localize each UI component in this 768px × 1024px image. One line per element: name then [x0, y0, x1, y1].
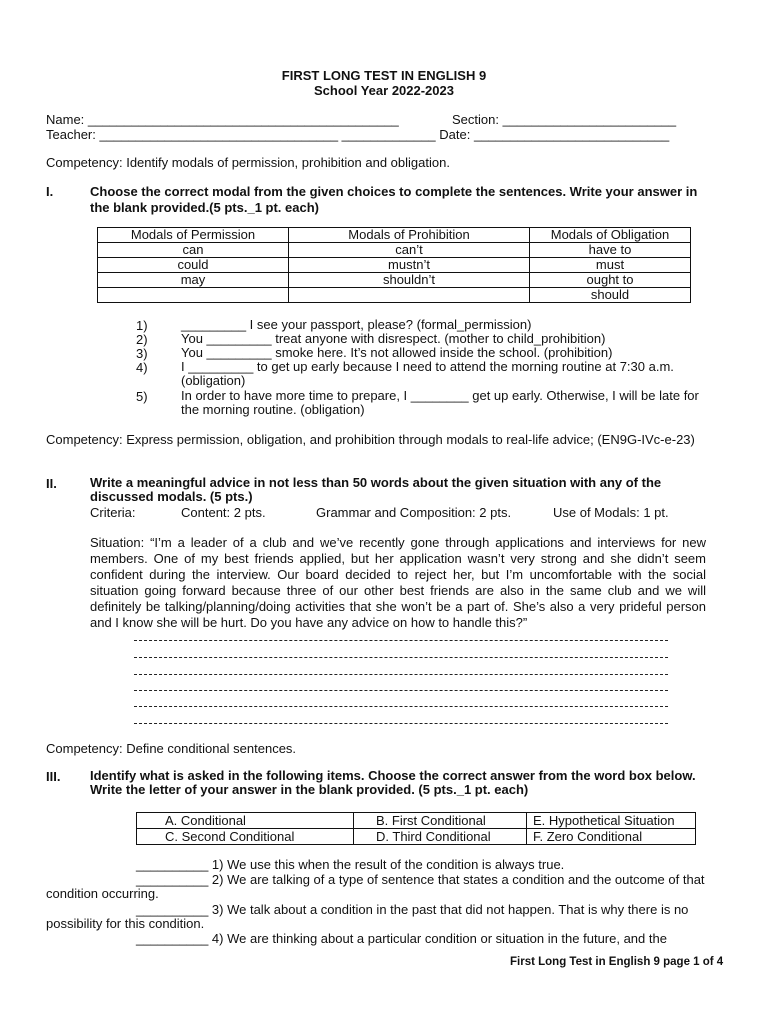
table-row [98, 243, 691, 258]
answer-line [134, 690, 668, 691]
part3-instruction: Identify what is asked in the following items. Choose the correct answer from the word box below. Write the letter of your answer in the blank provided. (5 pts._1 pt. each) [90, 768, 696, 797]
school-year: School Year 2022-2023 [314, 83, 454, 98]
list-item: __________ 4) We are thinking about a particular condition or situation in the future, and the [136, 931, 667, 946]
table-header-row [98, 228, 691, 243]
wordbox-option: C. Second Conditional [137, 829, 354, 845]
answer-line [134, 657, 668, 658]
list-item: I _________ to get up early because I need to attend the morning routine at 7:30 a.m. (obligation) [181, 359, 674, 388]
test-title: FIRST LONG TEST IN ENGLISH 9 [281, 68, 487, 83]
criteria-grammar: Grammar and Composition: 2 pts. [316, 505, 512, 520]
table-row [137, 813, 696, 829]
list-item: __________ 3) We talk about a condition in the past that did not happen. That is why there is no possibility for this condition. [46, 902, 689, 931]
list-item: You _________ smoke here. It’s not allowed inside the school. (prohibition) [181, 345, 613, 360]
item-number: 4) [136, 360, 148, 375]
table-cell: may [98, 273, 289, 288]
table-cell: can [98, 243, 289, 258]
part2-numeral: II. [46, 476, 57, 491]
part1-instruction: Choose the correct modal from the given choices to complete the sentences. Write your answer in the blank provided.(5 pts._1 pt. each) [90, 184, 698, 215]
competency-2: Competency: Express permission, obligation, and prohibition through modals to real-life advice; (EN9G-IVc-e-23) [46, 432, 695, 447]
modals-table [97, 227, 691, 303]
name-field: Name: ___________________________________________ [46, 112, 399, 127]
table-cell: could [98, 258, 289, 273]
competency-3: Competency: Define conditional sentences. [46, 741, 297, 756]
part2-instruction: Write a meaningful advice in not less than 50 words about the given situation with any of the discussed modals. (5 pts.) [90, 475, 662, 504]
table-cell: mustn’t [289, 258, 530, 273]
table-cell: must [530, 258, 691, 273]
page-footer: First Long Test in English 9 page 1 of 4 [510, 956, 724, 968]
table-row [98, 288, 691, 303]
answer-line [134, 723, 668, 724]
section-field: Section: ________________________ [452, 112, 677, 127]
table-cell: have to [530, 243, 691, 258]
item-number: 1) [136, 318, 148, 333]
table-cell: ought to [530, 273, 691, 288]
answer-line [134, 706, 668, 707]
situation-text: Situation: “I’m a leader of a club and we’ve recently gone through applications and interviews for new members. One of my best friends applied, but her application wasn’t very strong and she didn’t seem confident during the interview. Our board decided to reject her, but I’m uncomfortable with the social situation going forward because three of our other best friends are also in the same club and we will definitely be talking/planning/doing activities that she won’t be a part of. She’s also a very prideful person and I know she will be hurt. Do you have any advice on how to handle this?” [90, 535, 706, 630]
wordbox-option: B. First Conditional [354, 813, 527, 829]
table-cell [98, 288, 289, 303]
list-item: You _________ treat anyone with disrespect. (mother to child_prohibition) [181, 331, 606, 346]
list-item: _________ I see your passport, please? (formal_permission) [181, 317, 532, 332]
table-cell: should [530, 288, 691, 303]
table-row [98, 258, 691, 273]
word-box [136, 812, 696, 845]
table-header: Modals of Permission [98, 228, 289, 243]
teacher-date-field: Teacher: _________________________________ _____________ Date: ___________________________ [46, 127, 670, 142]
table-row [137, 829, 696, 845]
list-item: __________ 2) We are talking of a type of sentence that states a condition and the outcome of that condition occurring. [46, 872, 705, 901]
list-item: In order to have more time to prepare, I ________ get up early. Otherwise, I will be late for the morning routine. (obligation) [181, 388, 699, 417]
table-cell: can’t [289, 243, 530, 258]
criteria-modals: Use of Modals: 1 pt. [553, 505, 669, 520]
list-item: __________ 1) We use this when the result of the condition is always true. [136, 857, 565, 872]
item-number: 5) [136, 389, 148, 404]
table-header: Modals of Obligation [530, 228, 691, 243]
item-number: 3) [136, 346, 148, 361]
answer-line [134, 640, 668, 641]
table-header: Modals of Prohibition [289, 228, 530, 243]
table-cell: shouldn’t [289, 273, 530, 288]
criteria-label: Criteria: [90, 505, 136, 520]
part1-numeral: I. [46, 184, 54, 199]
wordbox-option: D. Third Conditional [354, 829, 527, 845]
wordbox-option: E. Hypothetical Situation [527, 813, 696, 829]
item-number: 2) [136, 332, 148, 347]
criteria-content: Content: 2 pts. [181, 505, 266, 520]
wordbox-option: A. Conditional [137, 813, 354, 829]
table-row [98, 273, 691, 288]
wordbox-option: F. Zero Conditional [527, 829, 696, 845]
competency-1: Competency: Identify modals of permission, prohibition and obligation. [46, 155, 450, 170]
part3-numeral: III. [46, 769, 61, 784]
table-cell [289, 288, 530, 303]
answer-line [134, 674, 668, 675]
